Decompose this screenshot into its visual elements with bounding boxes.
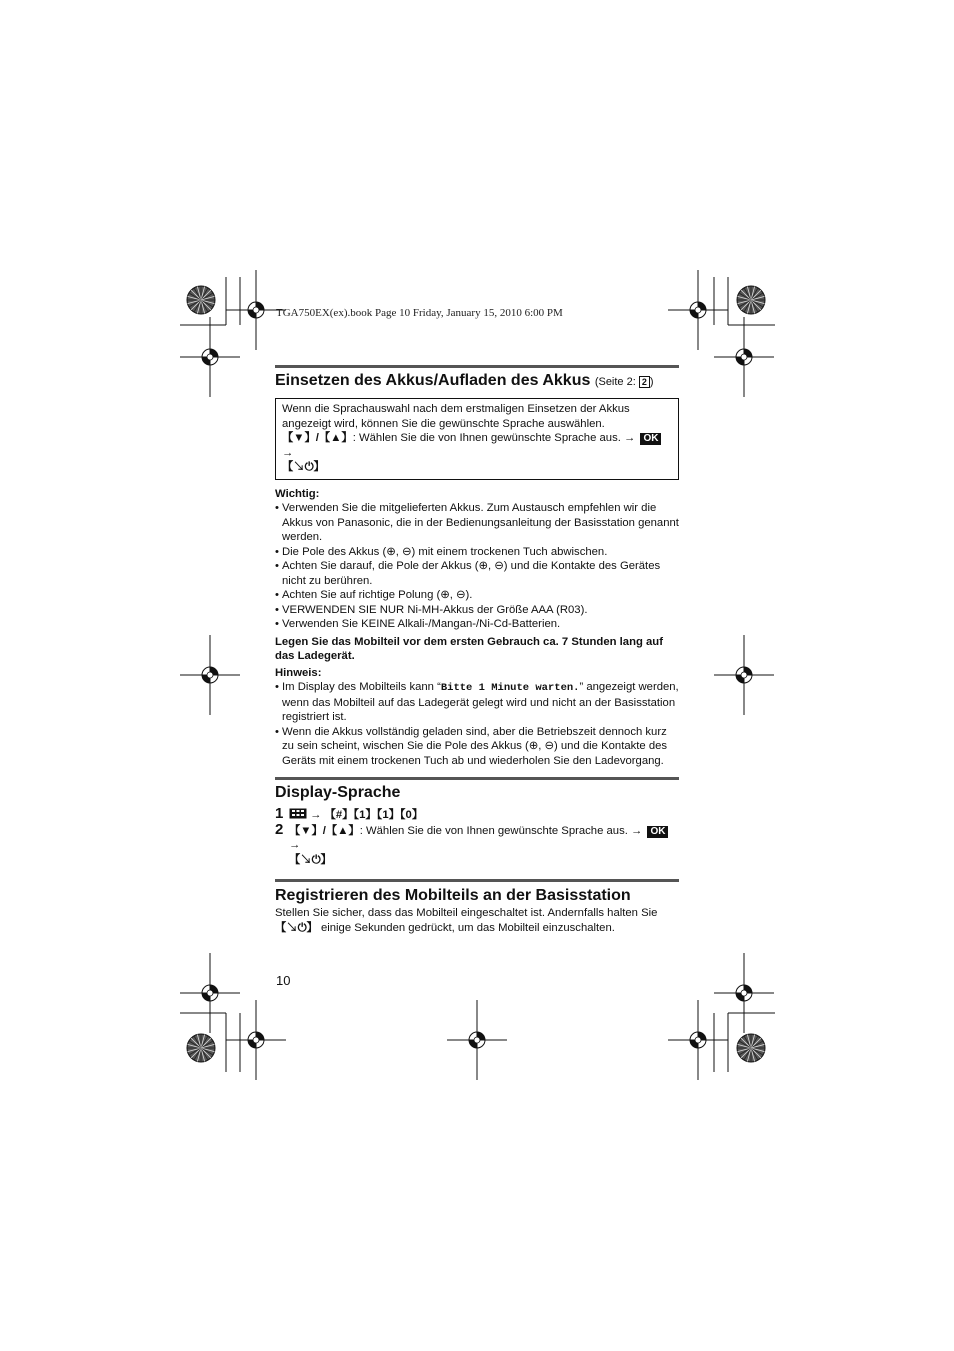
wichtig-label: Wichtig: (275, 487, 320, 500)
hinweis-list (275, 680, 679, 768)
arrow-icon: → (624, 432, 636, 444)
section-title-display-sprache: Display-Sprache (275, 784, 401, 801)
off-key-icon: 【↘⏻】 (282, 461, 325, 473)
list-item: • VERWENDEN SIE NUR Ni-MH-Akkus der Größe AAA (R03). (275, 603, 679, 618)
hinweis-text: Im Display des Mobilteils kann “ (282, 681, 441, 693)
print-header-line: TGA750EX(ex).book Page 10 Friday, January 15, 2010 6:00 PM (276, 307, 563, 319)
arrow-icon: → (289, 839, 301, 851)
registration-target (253, 307, 259, 313)
registrieren-text (275, 906, 679, 935)
page-reference (595, 376, 654, 388)
section-title-registrieren: Registrieren des Mobilteils an der Basisstation (275, 887, 631, 904)
display-message: Bitte 1 Minute warten. (440, 682, 580, 694)
arrow-icon: → (282, 446, 294, 459)
section-registrieren (275, 879, 679, 935)
wichtig-list (275, 501, 679, 632)
off-key-icon: 【↘⏻】 (289, 853, 332, 866)
registration-target (207, 990, 213, 996)
registration-target (741, 990, 747, 996)
registration-target (207, 354, 213, 360)
section-rule (275, 365, 679, 368)
step-1 (275, 807, 679, 823)
step-2 (275, 820, 679, 868)
off-key-icon: 【↘⏻】 (275, 921, 318, 934)
page-content (275, 365, 679, 935)
nav-key: 【▼】/【▲】 (289, 824, 360, 837)
step-body (289, 824, 679, 868)
charge-note: Legen Sie das Mobilteil vor dem ersten Gebrauch ca. 7 Stunden lang auf das Ladegerät. (275, 635, 663, 662)
section-display-sprache (275, 777, 679, 867)
key-sequence: 【#】【1】【1】【0】 (324, 809, 424, 821)
menu-key-icon (289, 808, 307, 819)
reference-close: ) (649, 376, 654, 388)
registration-target (695, 1037, 701, 1043)
section-rule (275, 777, 679, 780)
arrow-icon: → (310, 809, 322, 821)
language-info-box (275, 398, 679, 480)
step-number: 1 (275, 805, 284, 822)
registration-target (207, 672, 213, 678)
page-number: 10 (276, 973, 291, 988)
ok-key-icon: OK (640, 433, 661, 445)
reference-text: (Seite 2: (594, 376, 639, 388)
nav-key: 【▼】/【▲】 (282, 432, 353, 444)
list-item (275, 680, 679, 725)
registration-target (695, 307, 701, 313)
info-box-instruction (282, 431, 672, 460)
instruction-text: : Wählen Sie die von Ihnen gewünschte Sprache aus. (359, 824, 628, 837)
list-item: • Verwenden Sie die mitgelieferten Akkus. Zum Austausch empfehlen wir die Akkus von Panasonic, die in der Bedienungsanleitung der Basisstation genannt werden. (275, 501, 679, 545)
section-title-text: Einsetzen des Akkus/Aufladen des Akkus (275, 372, 591, 389)
body-text: einige Sekunden gedrückt, um das Mobilteil einzuschalten. (317, 921, 615, 934)
list-item: • Die Pole des Akkus (⊕, ⊖) mit einem trockenen Tuch abwischen. (275, 545, 679, 560)
section-title-akkus (275, 371, 679, 392)
list-item: • Achten Sie auf richtige Polung (⊕, ⊖). (275, 588, 679, 603)
body-text: Stellen Sie sicher, dass das Mobilteil eingeschaltet ist. Andernfalls halten Sie (275, 907, 658, 919)
section-rule (275, 879, 679, 882)
list-item: • Achten Sie darauf, die Pole der Akkus (⊕, ⊖) und die Kontakte des Gerätes nicht zu berühren. (275, 559, 679, 588)
registration-target (741, 672, 747, 678)
step-body (289, 808, 679, 823)
registration-target (474, 1037, 480, 1043)
list-item: • Wenn die Akkus vollständig geladen sind, aber die Betriebszeit dennoch kurz zu sein scheint, wischen Sie die Pole des Akkus (⊕, ⊖) und die Kontakte des Geräts mit einem trockenen Tuch ab und wiederholen Sie den Ladevorgang. (275, 725, 679, 769)
ok-key-icon: OK (647, 826, 668, 838)
list-item: • Verwenden Sie KEINE Alkali-/Mangan-/Ni-Cd-Batterien. (275, 617, 679, 632)
info-box-text: Wenn die Sprachauswahl nach dem erstmaligen Einsetzen der Akkus angezeigt wird, können Sie die gewünschte Sprache auswählen. (282, 403, 630, 430)
instruction-text: : Wählen Sie die von Ihnen gewünschte Sprache aus. (352, 432, 621, 444)
registration-target (253, 1037, 259, 1043)
step-number: 2 (275, 820, 284, 838)
hinweis-text: ” angezeigt werden, wenn das Mobilteil auf das Ladegerät gelegt wird und nicht an der Basisstation registriert ist. (282, 681, 679, 723)
arrow-icon: → (631, 824, 643, 837)
registration-target (741, 354, 747, 360)
hinweis-label: Hinweis: (275, 666, 322, 679)
reference-number: 2 (639, 376, 650, 388)
